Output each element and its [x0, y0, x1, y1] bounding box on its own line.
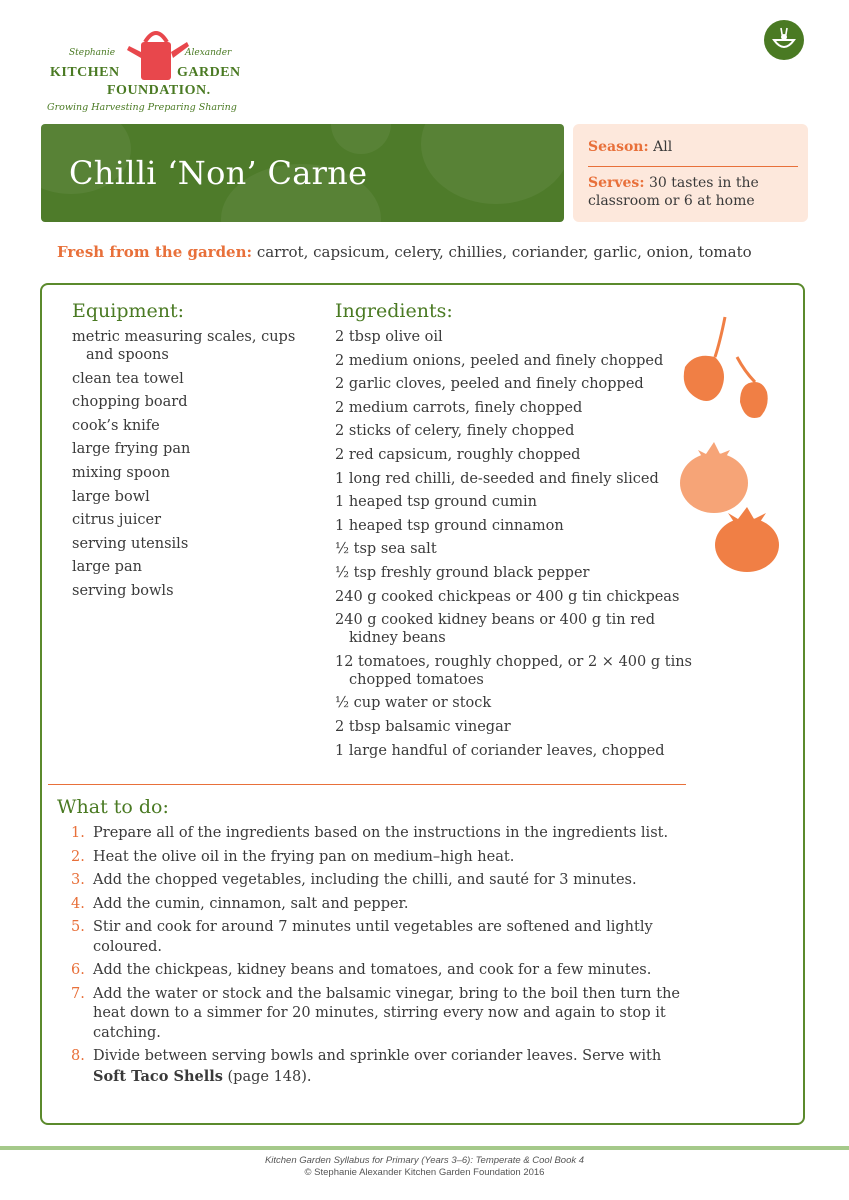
ingredients-heading: Ingredients:	[335, 300, 453, 322]
list-item: 2 tbsp balsamic vinegar	[335, 718, 511, 735]
list-item: large frying pan	[72, 441, 191, 458]
foundation-logo	[45, 20, 260, 120]
list-item: serving utensils	[72, 535, 189, 552]
bowl-icon	[764, 20, 804, 60]
season-label: Season:	[588, 139, 649, 155]
footer-copyright: © Stephanie Alexander Kitchen Garden Foundation 2016	[304, 1167, 545, 1178]
step-item	[57, 1047, 697, 1087]
list-item: citrus juicer	[72, 512, 162, 529]
serves-line	[588, 174, 798, 210]
list-item: 1 heaped tsp ground cinnamon	[335, 517, 564, 534]
method-heading: What to do:	[57, 796, 169, 818]
step-item	[57, 871, 697, 891]
tomato-dark-illustration	[712, 505, 782, 575]
list-item: 12 tomatoes, roughly chopped, or 2 × 400 g tins chopped tomatoes	[335, 653, 692, 688]
list-item: 2 medium onions, peeled and finely chopped	[335, 352, 664, 369]
step-text: Add the cumin, cinnamon, salt and pepper.	[93, 895, 409, 912]
step-number: 7.	[71, 985, 85, 1002]
step-item	[57, 918, 697, 957]
fresh-value: carrot, capsicum, celery, chillies, coriander, garlic, onion, tomato	[256, 243, 752, 261]
season-value: All	[653, 139, 673, 155]
step-text-after: (page 148).	[222, 1068, 312, 1085]
step-number: 1.	[71, 825, 85, 841]
step-text: Divide between serving bowls and sprinkle over coriander leaves. Serve with	[93, 1048, 662, 1064]
list-item: 2 garlic cloves, peeled and finely chopped	[335, 376, 644, 393]
list-item: 1 heaped tsp ground cumin	[335, 494, 538, 511]
step-item	[57, 961, 697, 981]
step-number: 4.	[71, 895, 85, 912]
list-item: ½ tsp sea salt	[335, 541, 437, 558]
method-section	[57, 796, 697, 1091]
page-title: Chilli ‘Non’ Carne	[69, 154, 368, 192]
footer-bar	[0, 1146, 849, 1150]
list-item: cook’s knife	[72, 417, 160, 434]
list-item: 240 g cooked kidney beans or 400 g tin red kidney beans	[335, 612, 655, 647]
serves-label: Serves:	[588, 175, 645, 191]
fresh-from-garden	[57, 243, 752, 261]
equipment-section	[72, 300, 312, 606]
recipe-link[interactable]: Soft Taco Shells	[93, 1067, 223, 1085]
step-text: Prepare all of the ingredients based on the instructions in the ingredients list.	[93, 825, 669, 841]
footer	[0, 1155, 849, 1179]
step-number: 8.	[71, 1048, 85, 1064]
step-number: 2.	[71, 848, 85, 865]
step-text: Add the chopped vegetables, including the chilli, and sauté for 3 minutes.	[93, 872, 637, 888]
logo-alexander: Alexander	[185, 48, 232, 58]
list-item: ½ tsp freshly ground black pepper	[335, 564, 590, 581]
step-text: Add the water or stock and the balsamic vinegar, bring to the boil then turn the heat down to a simmer for 20 minutes, stirring every now and again to stop it catching.	[93, 985, 681, 1041]
list-item: 2 sticks of celery, finely chopped	[335, 423, 575, 440]
step-item	[57, 895, 697, 915]
list-item: clean tea towel	[72, 370, 184, 387]
fresh-label: Fresh from the garden:	[57, 243, 253, 261]
section-divider	[48, 784, 686, 785]
list-item: mixing spoon	[72, 464, 170, 481]
step-item	[57, 848, 697, 868]
method-list	[57, 824, 697, 1087]
step-text: Heat the olive oil in the frying pan on medium–high heat.	[93, 848, 515, 865]
ingredients-section	[335, 300, 695, 765]
title-banner	[41, 124, 564, 222]
logo-kitchen: KITCHEN	[50, 65, 120, 80]
list-item: 2 red capsicum, roughly chopped	[335, 446, 581, 463]
equipment-list	[72, 328, 312, 600]
list-item: ½ cup water or stock	[335, 695, 492, 712]
step-item	[57, 824, 697, 844]
equipment-heading: Equipment:	[72, 300, 185, 322]
logo-tagline: Growing Harvesting Preparing Sharing	[47, 102, 237, 113]
info-divider	[588, 166, 798, 167]
list-item: 2 tbsp olive oil	[335, 329, 443, 345]
logo-foundation: FOUNDATION.	[107, 83, 211, 98]
step-number: 3.	[71, 872, 85, 888]
step-item	[57, 985, 697, 1044]
list-item: chopping board	[72, 394, 188, 411]
step-number: 6.	[71, 962, 85, 978]
list-item: metric measuring scales, cups and spoons	[72, 329, 296, 363]
step-number: 5.	[71, 919, 85, 935]
serves-value: 30 tastes in the classroom or 6 at home	[588, 175, 759, 209]
step-text: Add the chickpeas, kidney beans and tomatoes, and cook for a few minutes.	[93, 962, 652, 978]
footer-book-title: Kitchen Garden Syllabus for Primary (Years 3–6): Temperate & Cool Book 4	[264, 1155, 585, 1166]
season-line	[588, 139, 672, 155]
info-box	[573, 124, 808, 222]
list-item: 1 large handful of coriander leaves, chopped	[335, 742, 665, 759]
logo-garden: GARDEN	[177, 65, 241, 80]
carrot-illustration	[675, 312, 785, 432]
step-text: Stir and cook for around 7 minutes until vegetables are softened and lightly coloured.	[93, 919, 653, 955]
logo-stephanie: Stephanie	[69, 48, 116, 58]
list-item: 240 g cooked chickpeas or 400 g tin chickpeas	[335, 588, 680, 605]
list-item: serving bowls	[72, 582, 174, 599]
list-item: large bowl	[72, 488, 150, 505]
ingredients-list	[335, 328, 695, 760]
list-item: 2 medium carrots, finely chopped	[335, 399, 583, 416]
list-item: 1 long red chilli, de-seeded and finely sliced	[335, 470, 659, 487]
list-item: large pan	[72, 559, 142, 576]
